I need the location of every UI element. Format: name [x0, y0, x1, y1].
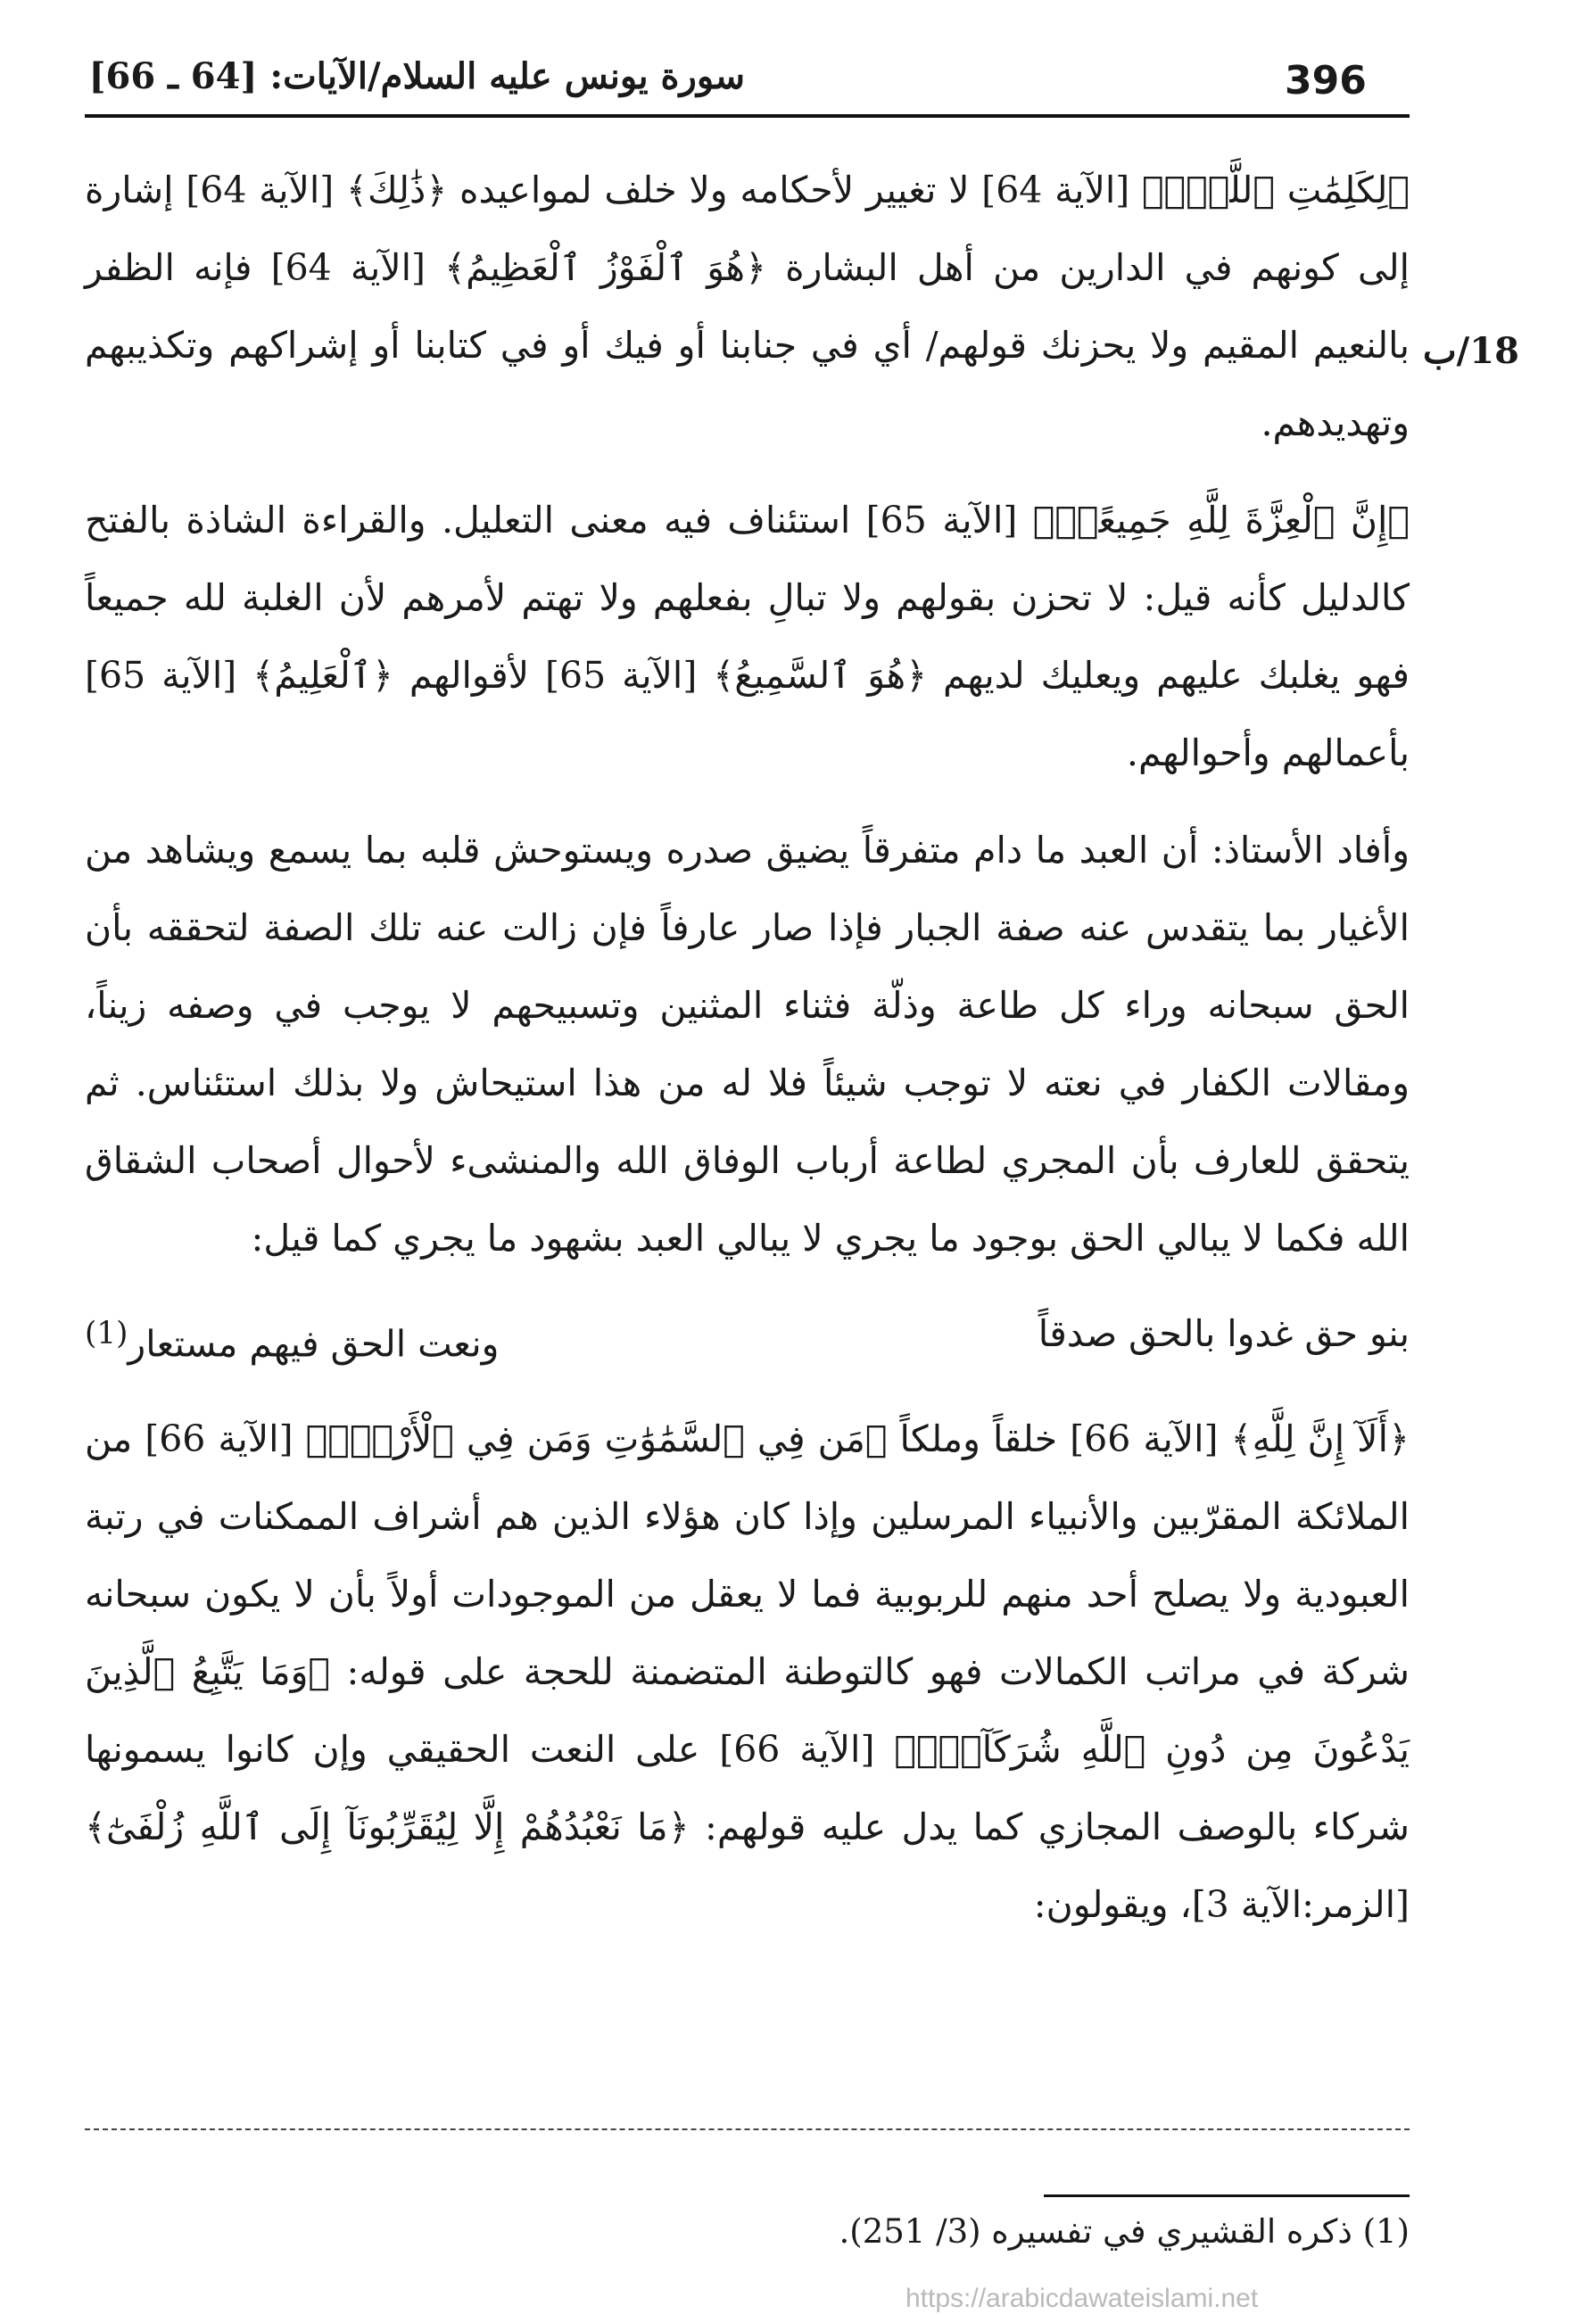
- paragraph-3: وأفاد الأستاذ: أن العبد ما دام متفرقاً يضيق صدره ويستوحش قلبه بما يسمع ويشاهد من الأغيار بما يتقدس عنه صفة الجبار فإذا صار عارفاً فإن زالت عنه تلك الصفة لتحققه بأن الحق سبحانه وراء كل طاعة وذلّة فثناء المثنين وتسبيحهم لا يوجب في وصفه زيناً، ومقالات الكفار في نعته لا توجب شيئاً فلا له من هذا استيحاش ولا بذلك استئناس. ثم يتحقق للعارف بأن المجري لطاعة أرباب الوفاق الله والمنشىء لأحوال أصحاب الشقاق الله فكما لا يبالي الحق بوجود ما يجري لا يبالي العبد بشهود ما يجري كما قيل:: [85, 829, 1410, 1260]
- verse-hemistich-left-text: ونعت الحق فيهم مستعار: [128, 1322, 500, 1366]
- paragraph-1: ﴿لِكَلِمَٰتِ ٱللَّهِۚ﴾ [الآية 64] لا تغيير لأحكامه ولا خلف لمواعيده ﴿ذَٰلِكَ﴾ [الآية 64] إشارة إلى كونهم في الدارين من أهل البشارة ﴿هُوَ ٱلْفَوْزُ ٱلْعَظِيمُ﴾ [الآية 64] فإنه الظفر بالنعيم المقيم ولا يحزنك قولهم/ أي في جنابنا أو فيك أو في كتابنا أو إشراكهم وتكذيبهم وتهديدهم.: [85, 169, 1410, 444]
- watermark-url: https://arabicdawateislami.net: [906, 2284, 1259, 2313]
- running-title: سورة يونس عليه السلام/الآيات: [64 ـ 66]: [88, 55, 745, 97]
- paragraph-4: ﴿أَلَآ إِنَّ لِلَّهِ﴾ [الآية 66] خلقاً وملكاً ﴿مَن فِي ٱلسَّمَٰوَٰتِ وَمَن فِي ٱلْأَرْضِۗ﴾ [الآية 66] من الملائكة المقرّبين والأنبياء المرسلين وإذا كان هؤلاء الذين هم أشراف الممكنات في رتبة العبودية ولا يصلح أحد منهم للربوبية فما لا يعقل من الموجودات أولاً بأن لا يكون سبحانه شركة في مراتب الكمالات فهو كالتوطنة المتضمنة للحجة على قوله: ﴿وَمَا يَتَّبِعُ ٱلَّذِينَ يَدْعُونَ مِن دُونِ ٱللَّهِ شُرَكَآءَۚ﴾ [الآية 66] على النعت الحقيقي وإن كانوا يسمونها شركاء بالوصف المجازي كما يدل عليه قولهم: ﴿مَا نَعْبُدُهُمْ إِلَّا لِيُقَرِّبُونَآ إِلَى ٱللَّهِ زُلْفَىٰٓ﴾ [الزمر:الآية 3]، ويقولون:: [85, 1417, 1410, 1926]
- verse-hemistich-right: بنو حق غدوا بالحق صدقاً: [1038, 1312, 1410, 1355]
- verse-hemistich-left: [85, 1297, 499, 1381]
- paragraph-2: ﴿إِنَّ ٱلْعِزَّةَ لِلَّهِ جَمِيعًاۚ﴾ [الآية 65] استئناف فيه معنى التعليل. والقراءة الشاذة بالفتح كالدليل كأنه قيل: لا تحزن بقولهم ولا تبالِ بفعلهم ولا تهتم لأمرهم لأن الغلبة لله جميعاً فهو يغلبك عليهم ويعليك لديهم ﴿هُوَ ٱلسَّمِيعُ﴾ [الآية 65] لأقوالهم ﴿ٱلْعَلِيمُ﴾ [الآية 65] بأعمالهم وأحوالهم.: [85, 499, 1410, 774]
- manuscript-folio-note: 18/ب: [1423, 330, 1519, 372]
- main-text: [85, 152, 1410, 1963]
- page-number: 396: [1285, 58, 1367, 103]
- footnote-marker: (1): [85, 1316, 128, 1351]
- body-end-rule: [85, 2128, 1410, 2130]
- header-rule: [85, 114, 1410, 118]
- footnote-separator: [1044, 2194, 1410, 2197]
- footnote: (1) ذكره القشيري في تفسيره (3/ 251).: [839, 2212, 1410, 2251]
- poetry-verse: [85, 1297, 1410, 1381]
